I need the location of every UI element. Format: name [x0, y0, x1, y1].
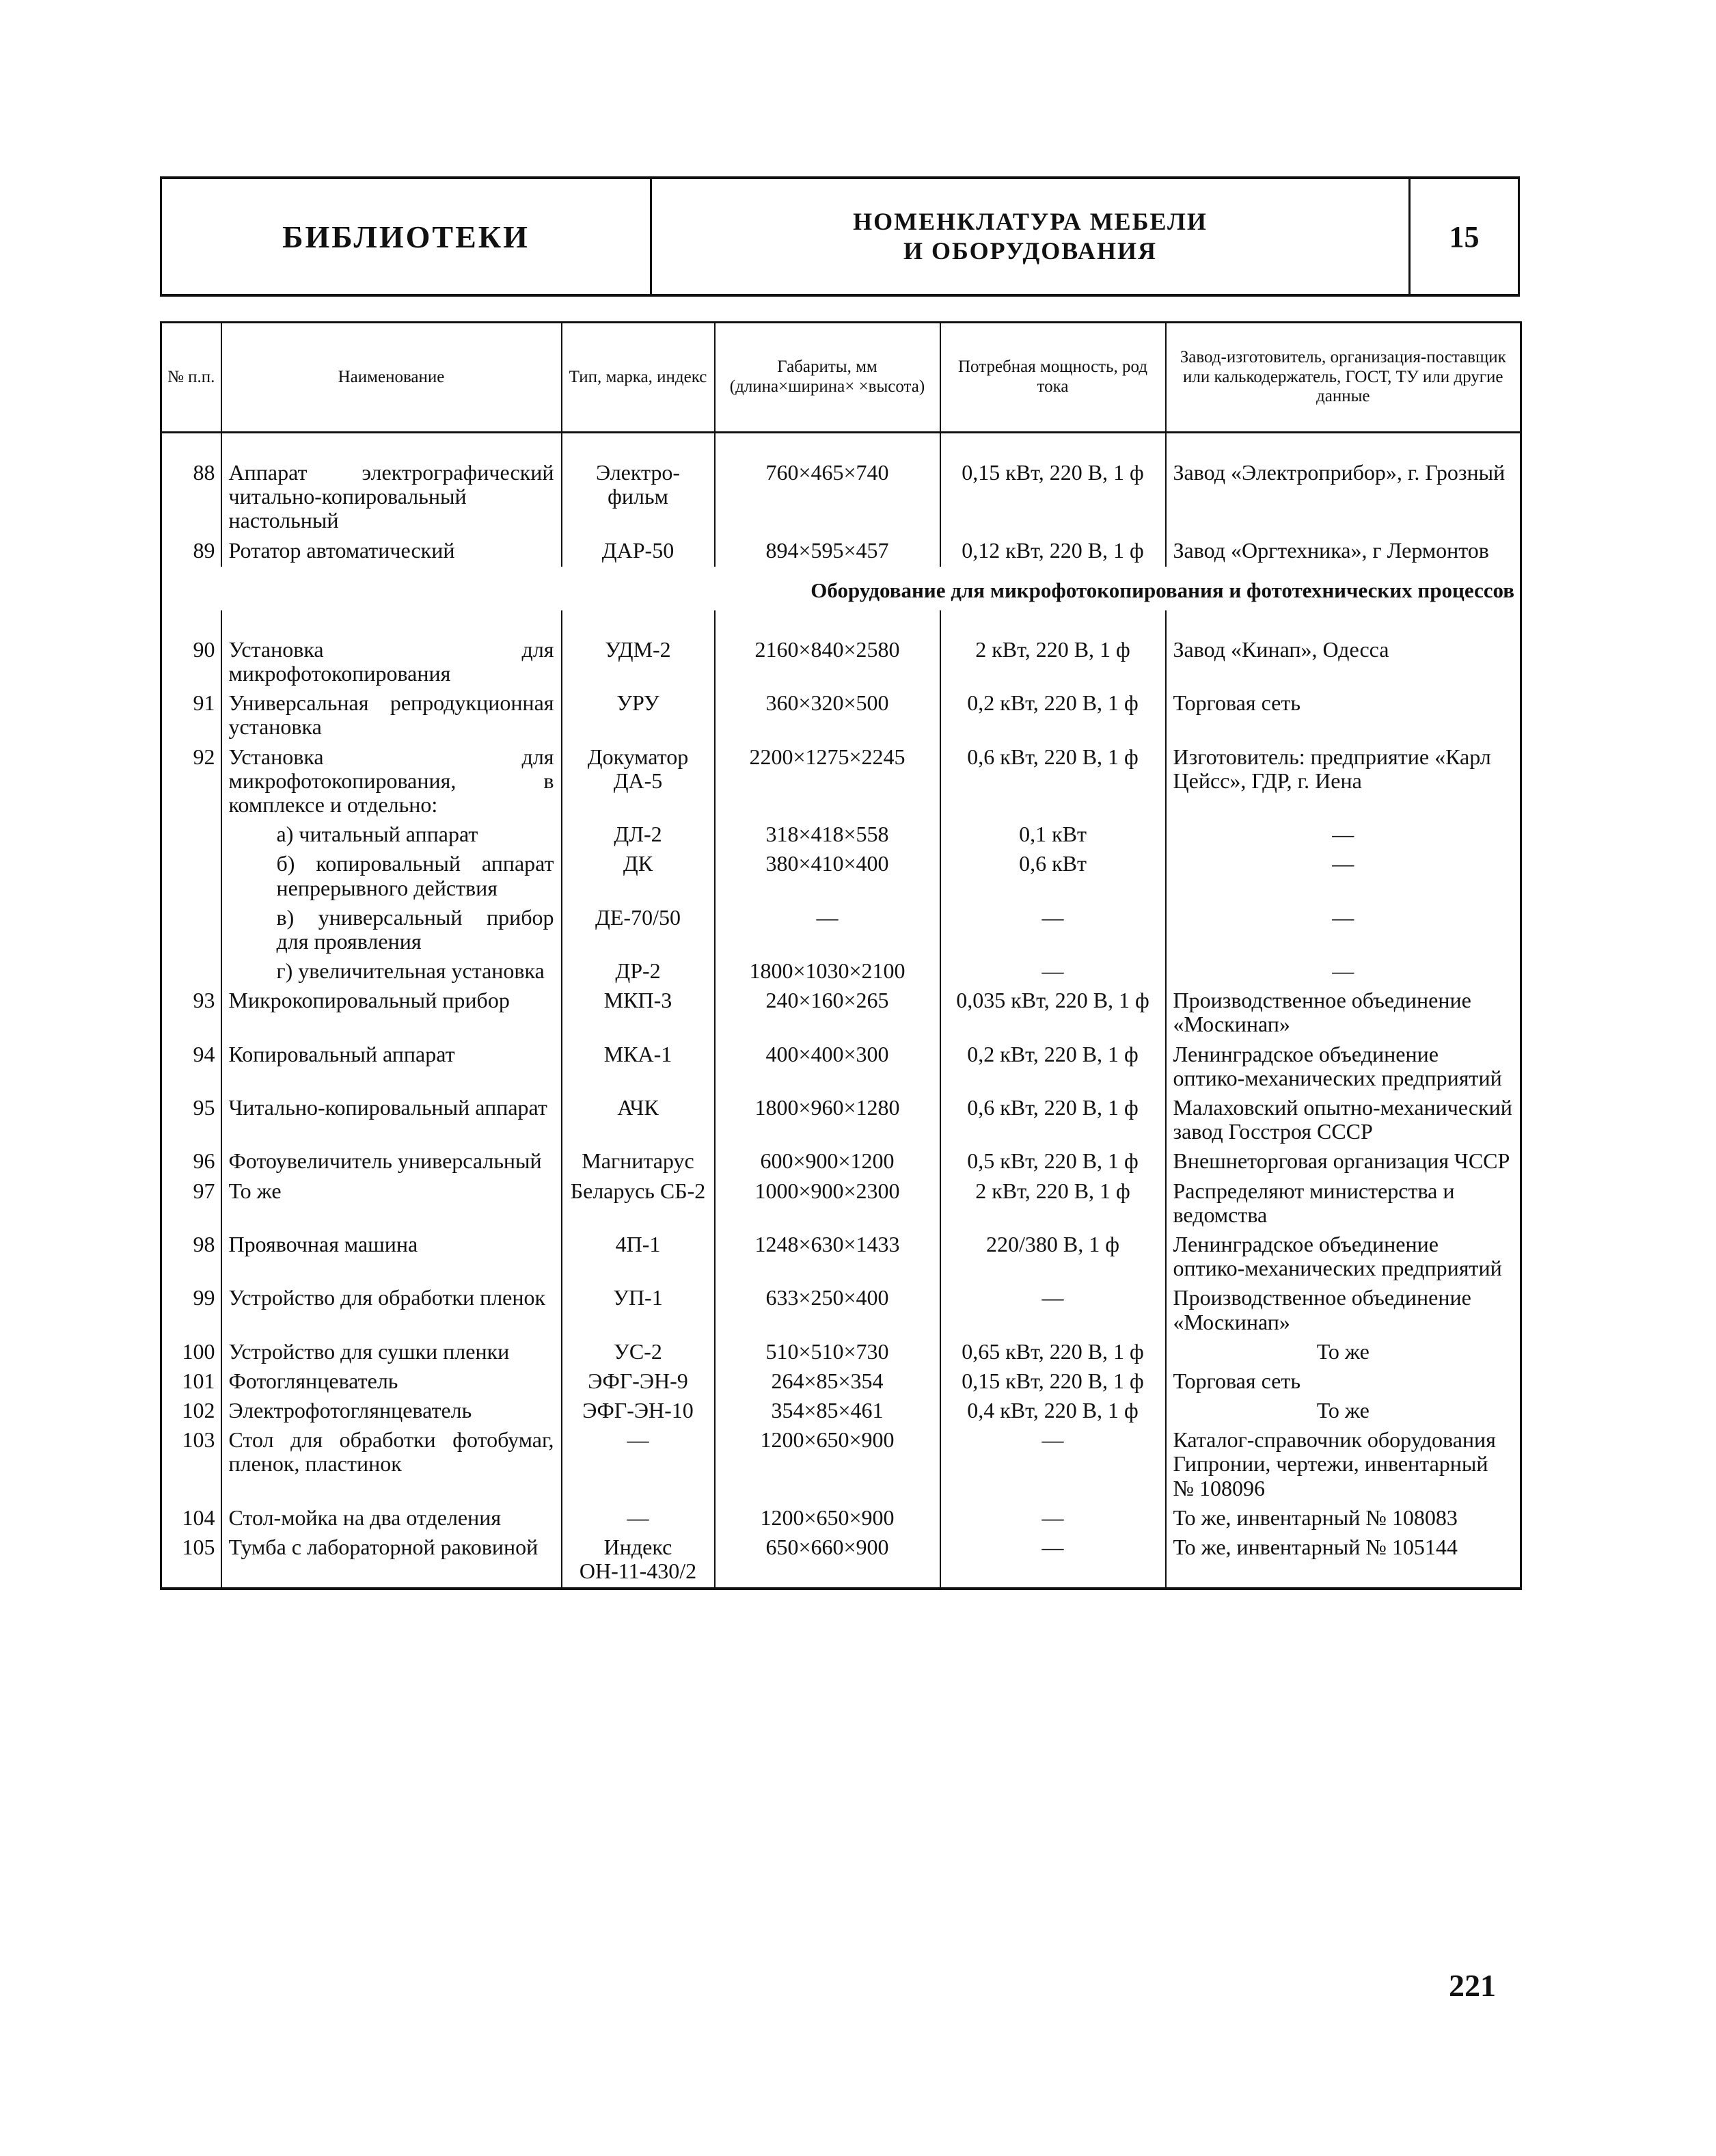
cell-power: 0,2 кВт, 220 В, 1 ф — [940, 1041, 1166, 1094]
cell-name: Проявочная машина — [221, 1231, 562, 1284]
cell-type: ДЕ-70/50 — [562, 904, 715, 958]
cell-name: Электрофотоглянцеватель — [221, 1397, 562, 1427]
cell-dims: 360×320×500 — [715, 690, 940, 743]
column-header-type: Тип, марка, индекс — [562, 323, 715, 433]
column-header-dims: Габариты, мм (длина×ширина× ×высота) — [715, 323, 940, 433]
table-row — [161, 610, 1521, 690]
cell-maker: Производственное объединение «Москинап» — [1166, 987, 1521, 1040]
cell-power: 0,2 кВт, 220 В, 1 ф — [940, 690, 1166, 743]
cell-maker: — — [1166, 821, 1521, 850]
cell-dims: 650×660×900 — [715, 1534, 940, 1589]
cell-type: АЧК — [562, 1094, 715, 1148]
cell-name: Устройство для сушки пленки — [221, 1338, 562, 1368]
cell-num — [161, 821, 221, 850]
column-header-maker: Завод-изготовитель, организация-поставщик или калькодержатель, ГОСТ, ТУ или другие данные — [1166, 323, 1521, 433]
cell-name: То же — [221, 1178, 562, 1231]
column-header-power: Потребная мощность, род тока — [940, 323, 1166, 433]
table-row — [161, 1505, 1521, 1534]
cell-name: Аппарат электрографический читально-копировальный настольный — [221, 433, 562, 537]
table-row — [161, 537, 1521, 567]
cell-type: 4П-1 — [562, 1231, 715, 1284]
cell-power: 0,12 кВт, 220 В, 1 ф — [940, 537, 1166, 567]
cell-maker: Каталог-справочник оборудования Гипронии, чертежи, инвентарный № 108096 — [1166, 1427, 1521, 1505]
cell-power: 0,5 кВт, 220 В, 1 ф — [940, 1148, 1166, 1177]
cell-name: Микрокопировальный прибор — [221, 987, 562, 1040]
cell-dims: 1800×1030×2100 — [715, 958, 940, 987]
cell-num: 93 — [161, 987, 221, 1040]
cell-dims: 633×250×400 — [715, 1284, 940, 1338]
cell-type: УРУ — [562, 690, 715, 743]
cell-name: Копировальный аппарат — [221, 1041, 562, 1094]
cell-name: а) читальный аппарат — [221, 821, 562, 850]
cell-maker: Малаховский опытно-механический завод Госстроя СССР — [1166, 1094, 1521, 1148]
cell-dims: 600×900×1200 — [715, 1148, 940, 1177]
cell-type: МКП-3 — [562, 987, 715, 1040]
column-header-name: Наименование — [221, 323, 562, 433]
table-row — [161, 1148, 1521, 1177]
cell-power: 0,1 кВт — [940, 821, 1166, 850]
cell-num: 92 — [161, 744, 221, 822]
cell-name: б) копировальный аппарат непрерывного действия — [221, 850, 562, 904]
table-header-row — [161, 323, 1521, 433]
cell-num: 95 — [161, 1094, 221, 1148]
cell-name: Установка для микрофотокопирования — [221, 610, 562, 690]
document-title — [652, 179, 1411, 294]
cell-name: Устройство для обработки пленок — [221, 1284, 562, 1338]
cell-type: ЭФГ-ЭН-10 — [562, 1397, 715, 1427]
cell-maker: — — [1166, 850, 1521, 904]
cell-power: — — [940, 1427, 1166, 1505]
table-row — [161, 690, 1521, 743]
table-row — [161, 1231, 1521, 1284]
cell-power: — — [940, 1534, 1166, 1589]
table-row — [161, 1284, 1521, 1338]
cell-num: 104 — [161, 1505, 221, 1534]
table-row — [161, 1427, 1521, 1505]
table-body-microphoto — [161, 610, 1521, 1589]
cell-dims: 2160×840×2580 — [715, 610, 940, 690]
cell-power: — — [940, 958, 1166, 987]
cell-name: Фотоувеличитель универсальный — [221, 1148, 562, 1177]
cell-power: 0,6 кВт, 220 В, 1 ф — [940, 1094, 1166, 1148]
cell-dims: 318×418×558 — [715, 821, 940, 850]
cell-dims: 1200×650×900 — [715, 1427, 940, 1505]
table-body-general — [161, 433, 1521, 567]
table-row — [161, 987, 1521, 1040]
table-row — [161, 904, 1521, 958]
cell-power: — — [940, 904, 1166, 958]
cell-num — [161, 850, 221, 904]
equipment-table — [160, 321, 1522, 1590]
table-row — [161, 433, 1521, 537]
cell-type: — — [562, 1505, 715, 1534]
cell-maker: То же — [1166, 1397, 1521, 1427]
cell-maker: Торговая сеть — [1166, 690, 1521, 743]
cell-maker: То же — [1166, 1338, 1521, 1368]
cell-power: 2 кВт, 220 В, 1 ф — [940, 1178, 1166, 1231]
table-row — [161, 1534, 1521, 1589]
cell-num: 91 — [161, 690, 221, 743]
cell-power: 2 кВт, 220 В, 1 ф — [940, 610, 1166, 690]
table-row — [161, 1178, 1521, 1231]
cell-maker: То же, инвентарный № 108083 — [1166, 1505, 1521, 1534]
cell-type: ДАР-50 — [562, 537, 715, 567]
cell-num: 97 — [161, 1178, 221, 1231]
cell-maker: — — [1166, 958, 1521, 987]
column-header-num: № п.п. — [161, 323, 221, 433]
sheet-number: 15 — [1411, 179, 1520, 294]
cell-num: 88 — [161, 433, 221, 537]
cell-maker: Торговая сеть — [1166, 1368, 1521, 1397]
cell-num — [161, 958, 221, 987]
cell-power: 0,6 кВт, 220 В, 1 ф — [940, 744, 1166, 822]
cell-dims: 2200×1275×2245 — [715, 744, 940, 822]
table-row — [161, 821, 1521, 850]
cell-num: 89 — [161, 537, 221, 567]
cell-type: ДР-2 — [562, 958, 715, 987]
cell-power: — — [940, 1284, 1166, 1338]
cell-name: Стол для обработки фотобумаг, пленок, пластинок — [221, 1427, 562, 1505]
cell-num: 94 — [161, 1041, 221, 1094]
cell-name: Ротатор автоматический — [221, 537, 562, 567]
cell-maker: Ленинградское объединение оптико-механических предприятий — [1166, 1231, 1521, 1284]
cell-type: — — [562, 1427, 715, 1505]
cell-dims: 510×510×730 — [715, 1338, 940, 1368]
cell-dims: 1248×630×1433 — [715, 1231, 940, 1284]
cell-maker: Внешнеторговая организация ЧССР — [1166, 1148, 1521, 1177]
cell-name: Установка для микрофотокопирования, в комплексе и отдельно: — [221, 744, 562, 822]
section-title: БИБЛИОТЕКИ — [160, 179, 652, 294]
cell-maker: — — [1166, 904, 1521, 958]
cell-power: — — [940, 1505, 1166, 1534]
cell-type: УП-1 — [562, 1284, 715, 1338]
document-title-line1: НОМЕНКЛАТУРА МЕБЕЛИ — [853, 207, 1208, 235]
cell-num: 101 — [161, 1368, 221, 1397]
cell-type: МКА-1 — [562, 1041, 715, 1094]
table-row — [161, 850, 1521, 904]
cell-type: ДЛ-2 — [562, 821, 715, 850]
cell-power: 0,15 кВт, 220 В, 1 ф — [940, 433, 1166, 537]
cell-maker: То же, инвентарный № 105144 — [1166, 1534, 1521, 1589]
page-number: 221 — [1449, 1968, 1496, 2003]
cell-type: Магнитарус — [562, 1148, 715, 1177]
cell-num: 102 — [161, 1397, 221, 1427]
cell-dims: 240×160×265 — [715, 987, 940, 1040]
cell-num: 90 — [161, 610, 221, 690]
cell-type: Индекс ОН-11-430/2 — [562, 1534, 715, 1589]
table-row — [161, 1338, 1521, 1368]
cell-num: 100 — [161, 1338, 221, 1368]
cell-name: в) универсальный прибор для проявления — [221, 904, 562, 958]
cell-dims: 1000×900×2300 — [715, 1178, 940, 1231]
cell-maker: Производственное объединение «Москинап» — [1166, 1284, 1521, 1338]
cell-maker: Ленинградское объединение оптико-механических предприятий — [1166, 1041, 1521, 1094]
cell-maker: Распределяют министерства и ведомства — [1166, 1178, 1521, 1231]
cell-power: 0,15 кВт, 220 В, 1 ф — [940, 1368, 1166, 1397]
cell-type: Беларусь СБ-2 — [562, 1178, 715, 1231]
cell-dims: 894×595×457 — [715, 537, 940, 567]
cell-dims: 400×400×300 — [715, 1041, 940, 1094]
cell-type: УС-2 — [562, 1338, 715, 1368]
table-row — [161, 1041, 1521, 1094]
cell-name: Стол-мойка на два отделения — [221, 1505, 562, 1534]
cell-maker: Завод «Электроприбор», г. Грозный — [1166, 433, 1521, 537]
cell-maker: Изготовитель: предприятие «Карл Цейсс», ГДР, г. Иена — [1166, 744, 1521, 822]
section-heading: Оборудование для микрофотокопирования и фототехнических процессов — [161, 567, 1521, 610]
cell-name: Фотоглянцеватель — [221, 1368, 562, 1397]
cell-name: г) увеличительная установка — [221, 958, 562, 987]
cell-maker: Завод «Кинап», Одесса — [1166, 610, 1521, 690]
cell-name: Тумба с лабораторной раковиной — [221, 1534, 562, 1589]
cell-dims: 1800×960×1280 — [715, 1094, 940, 1148]
cell-dims: 380×410×400 — [715, 850, 940, 904]
cell-dims: 760×465×740 — [715, 433, 940, 537]
cell-maker: Завод «Оргтехника», г Лермонтов — [1166, 537, 1521, 567]
section-heading-row — [161, 567, 1521, 610]
cell-dims: — — [715, 904, 940, 958]
cell-num — [161, 904, 221, 958]
document-title-line2: И ОБОРУДОВАНИЯ — [903, 237, 1157, 265]
table-row — [161, 1094, 1521, 1148]
cell-name: Универсальная репродукционная установка — [221, 690, 562, 743]
cell-type: ДК — [562, 850, 715, 904]
cell-power: 220/380 В, 1 ф — [940, 1231, 1166, 1284]
page-header — [160, 176, 1520, 297]
cell-num: 103 — [161, 1427, 221, 1505]
table-row — [161, 1368, 1521, 1397]
cell-power: 0,65 кВт, 220 В, 1 ф — [940, 1338, 1166, 1368]
cell-dims: 1200×650×900 — [715, 1505, 940, 1534]
section-heading-body — [161, 567, 1521, 610]
cell-name: Читально-копировальный аппарат — [221, 1094, 562, 1148]
cell-power: 0,4 кВт, 220 В, 1 ф — [940, 1397, 1166, 1427]
table-row — [161, 958, 1521, 987]
table-row — [161, 744, 1521, 822]
cell-type: УДМ-2 — [562, 610, 715, 690]
cell-num: 105 — [161, 1534, 221, 1589]
cell-dims: 354×85×461 — [715, 1397, 940, 1427]
cell-type: Электро-фильм — [562, 433, 715, 537]
cell-num: 96 — [161, 1148, 221, 1177]
cell-num: 99 — [161, 1284, 221, 1338]
cell-power: 0,6 кВт — [940, 850, 1166, 904]
cell-type: Докуматор ДА-5 — [562, 744, 715, 822]
cell-dims: 264×85×354 — [715, 1368, 940, 1397]
cell-power: 0,035 кВт, 220 В, 1 ф — [940, 987, 1166, 1040]
cell-num: 98 — [161, 1231, 221, 1284]
table-row — [161, 1397, 1521, 1427]
cell-type: ЭФГ-ЭН-9 — [562, 1368, 715, 1397]
